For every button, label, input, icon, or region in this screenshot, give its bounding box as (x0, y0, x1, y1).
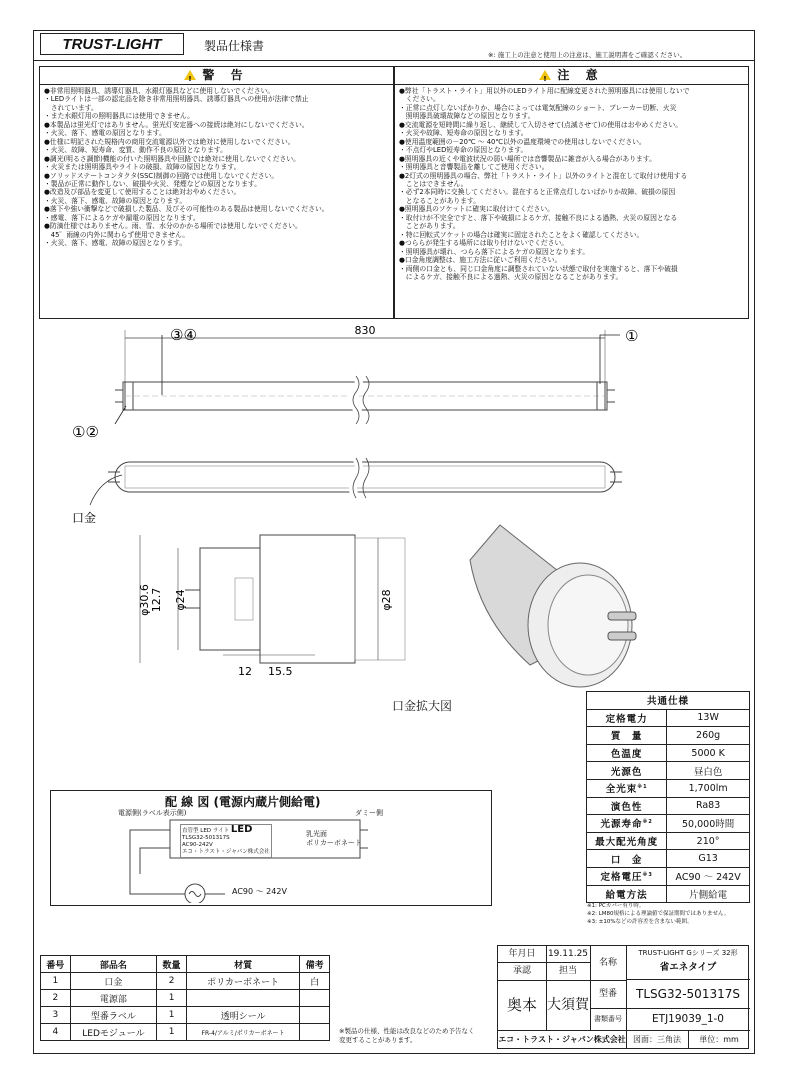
dim-155: 15.5 (268, 665, 293, 678)
caution-line: ●2灯式の照明器具の場合、弊社「トラスト・ライト」以外のライトと混在して取付け使用する (399, 171, 688, 180)
callout-12: ①② (72, 423, 99, 441)
caution-icon: ! (539, 70, 551, 80)
header-rule (33, 60, 755, 61)
spec-key: 演色性 (587, 797, 667, 815)
power-side-label: 電源側(ラベル表示側) (118, 809, 187, 817)
caution-line: 照明器具破壊故障などの原因となります。 (399, 112, 535, 121)
parts-header-cell: 材質 (186, 956, 299, 973)
cap-section (185, 535, 405, 663)
header-note: ※: 施工上の注意と使用上の注意は、施工説明書をご確認ください。 (488, 51, 687, 59)
caution-line: ・取付けが不完全ですと、落下や破損によるケガ、接触不良による過熱、火災の原因となる (399, 213, 678, 222)
warning-line: ●調光(明るさ調節)機能の付いた照明器具や回路では絶対に使用しないでください。 (44, 154, 300, 163)
warning-line: ●仕様に明記された規格内の商用交流電源以外では絶対に使用しないでください。 (44, 137, 295, 146)
spec-value: 50,000時間 (667, 815, 750, 833)
company-name: エコ・トラスト・ジャパン株式会社 (498, 1030, 627, 1049)
spec-key: 定格電圧$^{※3}$ (587, 867, 667, 885)
parts-cell: 2 (157, 973, 187, 990)
spec-note: ※2: LM80規格による理論値で保証期間ではありません。 (587, 911, 730, 917)
caution-line: ●照明器具の近くや電波状況の弱い場所では音響製品に雑音が入る場合があります。 (399, 154, 656, 163)
caution-line: ことがあります。 (399, 222, 460, 231)
cap-3d-render (470, 525, 636, 687)
parts-cell: 白 (300, 973, 330, 990)
unit-label: 単位：mm (688, 1030, 750, 1049)
parts-cell: 1 (157, 1007, 187, 1024)
parts-cell (300, 1007, 330, 1024)
spec-value: Ra83 (667, 797, 750, 815)
tube-drawing (60, 320, 710, 700)
enlarged-label: 口金拡大図 (392, 699, 453, 713)
warning-icon: ! (184, 70, 196, 80)
warning-line: ●改造及び部品を変更して使用することは絶対おやめください。 (44, 188, 241, 197)
length-value: 830 (354, 324, 376, 337)
caution-line: ・正常に点灯しないばかりか、場合によっては電気配線のショート、ブレーカー切断、火災 (399, 103, 677, 112)
parts-cell (186, 990, 299, 1007)
caution-text (395, 85, 748, 283)
parts-cell: 透明シール (186, 1007, 299, 1024)
spec-header: 共通仕様 (587, 692, 750, 710)
warning-line: ・火災、落下、感電、故障の原因となります。 (44, 196, 187, 205)
callout-34: ③④ (170, 326, 197, 344)
wiring-title: 配 線 図 (電源内蔵片側給電) (165, 795, 321, 809)
charge-label: 担当 (546, 962, 591, 981)
spec-key: 定格電力 (587, 709, 667, 727)
change-note: ※製品の仕様、性能は改良などのため予告なく 変更することがあります。 (339, 1027, 475, 1044)
spec-key: 口 金 (587, 850, 667, 868)
approve-label: 承認 (498, 962, 547, 981)
doc-title: 製品仕様書 (204, 39, 265, 53)
name-line1: TRUST-LIGHT Gシリーズ 32形 (638, 949, 738, 957)
parts-row (41, 990, 330, 1007)
warning-line: ●防滴仕様ではありません。雨、雪、水分のかかる場所では使用しないでください。 (44, 222, 302, 231)
title-block (497, 945, 749, 1049)
name-label: 名称 (590, 946, 627, 981)
warning-line: ・また水銀灯用の照明器具には使用できません。 (44, 112, 194, 121)
spec-value: 1,700lm (667, 779, 750, 797)
spec-row (587, 797, 750, 815)
parts-cell: FR-4/アルミ/ポリカーボネート (186, 1024, 299, 1041)
caution-line: ・必ず2本同時に交換してください。混在すると正常点灯しないばかりか故障、破損の原因 (399, 188, 676, 197)
dim-127: 12.7 (150, 587, 163, 613)
parts-row (41, 1007, 330, 1024)
tube-top-view (108, 458, 622, 498)
caution-line: ●交流電源を短時間に繰り返し、継続して入切させて(点滅させて)の使用はおやめください。 (399, 120, 683, 129)
name-line2: 省エネタイプ (659, 962, 717, 973)
caution-line: ●つららが発生する場所には取り付けないでください。 (399, 239, 569, 248)
parts-header-cell: 備考 (300, 956, 330, 973)
spec-row (587, 762, 750, 780)
caution-line: ・照明器具が壊れ、つらら落下によるケガの原因となります。 (399, 247, 590, 256)
caution-line: ・火災や故障、短寿命の原因となります。 (399, 129, 528, 138)
spec-note: ※1: PCカバー有り時。 (587, 903, 645, 909)
warning-line: ●非常用照明器具、誘導灯器具、水銀灯器具などに使用しないでください。 (44, 87, 275, 95)
caution-header (395, 67, 748, 85)
parts-table (40, 955, 330, 1041)
model-value: TLSG32-501317S (626, 980, 750, 1009)
warning-text (40, 85, 393, 250)
callout-1: ① (625, 327, 639, 345)
caution-line: となることがあります。 (399, 196, 481, 205)
spec-note: ※3: ±10%などの許容差を含まない範囲。 (587, 919, 693, 925)
brand-box (40, 33, 184, 55)
pc-cover-label: 乳光面 ポリカーボネート (306, 830, 362, 848)
spec-notes (587, 902, 729, 926)
parts-cell: 1 (157, 1024, 187, 1041)
spec-key: 色温度 (587, 744, 667, 762)
dim-d306: φ30.6 (138, 584, 151, 616)
warning-line: ●落下や強い衝撃などで破損した製品、及びその可能性のある製品は使用しないでください。 (44, 205, 329, 214)
warning-line: ・感電、落下によるケガや漏電の原因となります。 (44, 213, 200, 222)
caution-box (394, 66, 749, 319)
charge-sign: 大須賀 (546, 980, 591, 1030)
spec-key: 給電方法 (587, 885, 667, 903)
approver-sign: 奥本 (498, 980, 547, 1030)
caution-line: ●照明器具のソケットに確実に取付けてください。 (399, 205, 554, 214)
wiring-voltage: AC90 ～ 242V (232, 887, 287, 896)
spec-row (587, 832, 750, 850)
drawing-method: 図面：三角法 (626, 1030, 689, 1049)
parts-cell (300, 990, 330, 1007)
caution-line: ・照明器具と音響製品を離してご使用ください。 (399, 163, 549, 172)
warning-line: 45゜雨線の内外に関わらず使用できません。 (44, 230, 189, 239)
spec-key: 最大配光角度 (587, 832, 667, 850)
spec-value: G13 (667, 850, 750, 868)
dim-d28: φ28 (380, 589, 393, 611)
parts-cell: LEDモジュール (70, 1024, 157, 1041)
parts-cell: 型番ラベル (70, 1007, 157, 1024)
parts-row (41, 973, 330, 990)
warning-line: ・LEDライトは一部の認定品を除き非常用照明器具、誘導灯器具への使用が法律で禁止 (44, 95, 309, 104)
spec-value: AC90 ～ 242V (667, 867, 750, 885)
spec-row (587, 744, 750, 762)
warning-line: ・火災、故障、短寿命、変質、動作不良の原因となります。 (44, 146, 227, 155)
caution-line: ・特に回転式ソケットの場合は確実に固定されたことをよく確認してください。 (399, 230, 644, 239)
wiring-label-sticker: 直管型 LED ライト LED TLSG32-501317S AC90-242V エコ・トラスト・ジャパン株式会社 (180, 824, 272, 858)
spec-table (586, 691, 750, 903)
parts-header-cell: 数量 (157, 956, 187, 973)
spec-key: 光源色 (587, 762, 667, 780)
warning-line: ・火災または照明器具やライトの破損、故障の原因となります。 (44, 163, 241, 172)
warning-line: ●本製品は蛍光灯ではありません。蛍光灯安定器への接続は絶対にしないでください。 (44, 120, 309, 129)
warning-line: ・製品が正常に動作しない、破損や火災、発煙などの原因となります。 (44, 179, 261, 188)
warning-line: されています。 (44, 103, 98, 112)
cap-label: 口金 (72, 511, 97, 525)
spec-row (587, 709, 750, 727)
spec-row (587, 815, 750, 833)
docno-label: 書類番号 (590, 1008, 627, 1030)
spec-key: 光源寿命$^{※2}$ (587, 815, 667, 833)
warning-line: ・火災、落下、感電、故障の原因となります。 (44, 239, 187, 248)
tube-side-view (115, 376, 615, 424)
dim-d24: φ24 (174, 589, 187, 611)
parts-row (41, 1024, 330, 1041)
warning-line: ●ソリッドステートコンタクタ(SSC)制御の回路では使用しないでください。 (44, 171, 279, 180)
parts-cell: ポリカーボネート (186, 973, 299, 990)
caution-line: ●弊社「トラスト・ライト」用以外のLEDライト用に配線変更された照明器具には使用しないで (399, 87, 690, 95)
spec-row (587, 779, 750, 797)
parts-cell: 電源部 (70, 990, 157, 1007)
spec-value: 210° (667, 832, 750, 850)
spec-key: 全光束$^{※1}$ (587, 779, 667, 797)
warning-line: ・火災、落下、感電の原因となります。 (44, 129, 166, 138)
caution-line: ことはできません。 (399, 179, 468, 188)
spec-row (587, 885, 750, 903)
spec-value: 昼白色 (667, 762, 750, 780)
parts-cell: 1 (157, 990, 187, 1007)
caution-line: ●口金角度調整は、施工方法に従いご利用ください。 (399, 256, 562, 265)
parts-cell: 口金 (70, 973, 157, 990)
date-label: 年月日 (498, 946, 547, 963)
parts-cell (300, 1024, 330, 1041)
model-label: 型番 (590, 980, 627, 1009)
caution-line: ・不点灯やLED短寿命の原因となります。 (399, 146, 528, 155)
brand-name: TRUST-LIGHT (62, 36, 162, 53)
spec-row (587, 727, 750, 745)
caution-title: 注 意 (557, 68, 604, 82)
warning-header (40, 67, 393, 85)
warning-box (39, 66, 394, 319)
date-value: 19.11.25 (546, 946, 591, 963)
parts-header-cell: 番号 (41, 956, 71, 973)
warning-title: 警 告 (202, 68, 249, 82)
dim-12: 12 (238, 665, 252, 678)
caution-line: ●使用温度範囲の－20℃ ～ 40℃以外の温度環境での使用はしないでください。 (399, 137, 646, 146)
spec-row (587, 867, 750, 885)
spec-key: 質 量 (587, 727, 667, 745)
parts-header-cell: 部品名 (70, 956, 157, 973)
docno-value: ETJ19039_1-0 (652, 1013, 724, 1025)
parts-cell: 1 (41, 973, 71, 990)
caution-line: ください。 (399, 95, 440, 104)
parts-cell: 2 (41, 990, 71, 1007)
spec-value: 片側給電 (667, 885, 750, 903)
spec-value: 5000 K (667, 744, 750, 762)
caution-line: によるケガ、接触不良による過熱、火災の原因となることがあります。 (399, 272, 623, 281)
parts-cell: 3 (41, 1007, 71, 1024)
caution-line: ・両側の口金とも、同じ口金角度に調整されていない状態で取付を実施すると、落下や破損 (399, 264, 678, 273)
spec-row (587, 850, 750, 868)
dummy-side-label: ダミー側 (355, 809, 383, 817)
parts-cell: 4 (41, 1024, 71, 1041)
spec-value: 260g (667, 727, 750, 745)
spec-value: 13W (667, 709, 750, 727)
